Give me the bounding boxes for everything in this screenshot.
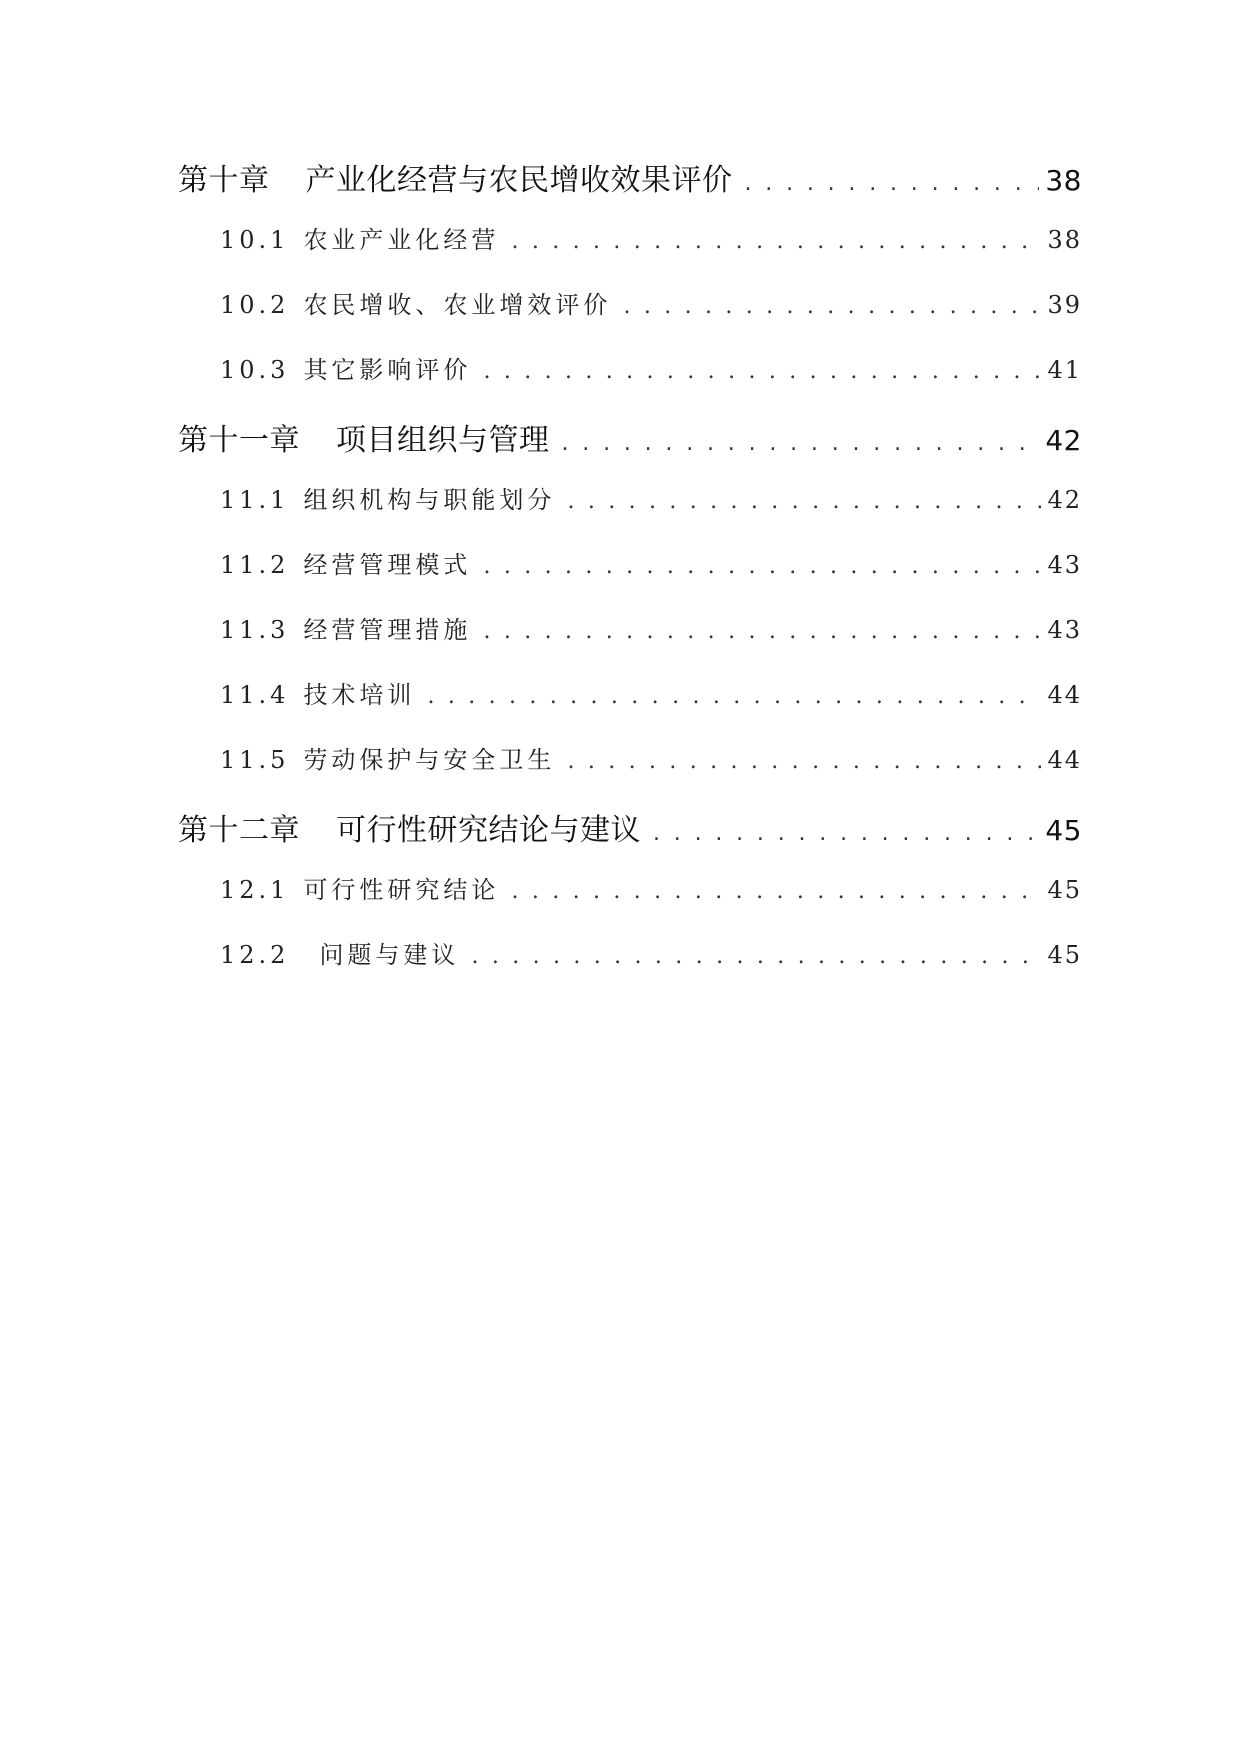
toc-entry-page: 38 (1047, 226, 1082, 254)
toc-entry-title: 组织机构与职能划分 (303, 486, 556, 514)
toc-entry-section-11-2[interactable] (220, 545, 1082, 580)
dot-leader (483, 619, 1041, 644)
dot-leader (483, 554, 1041, 579)
dot-leader (511, 879, 1041, 904)
toc-entry-page: 42 (1047, 486, 1082, 514)
toc-entry-number: 12.1 (220, 876, 290, 904)
dot-leader (567, 749, 1041, 774)
toc-entry-number: 10.1 (220, 226, 290, 254)
toc-entry-section-12-1[interactable] (220, 870, 1082, 905)
toc-entry-chapter-10[interactable] (178, 155, 1082, 199)
toc-entry-title: 可行性研究结论 (303, 876, 500, 904)
toc-entry-page: 45 (1047, 941, 1082, 969)
dot-leader (471, 944, 1041, 969)
toc-entry-number: 第十二章 (178, 813, 300, 848)
dot-leader (511, 229, 1041, 254)
toc-entry-page: 45 (1047, 876, 1082, 904)
toc-entry-section-12-2[interactable] (220, 935, 1082, 970)
toc-entry-title: 其它影响评价 (303, 356, 472, 384)
toc-entry-page: 41 (1047, 356, 1082, 384)
toc-entry-number: 10.2 (220, 291, 290, 319)
toc-entry-page: 38 (1045, 164, 1082, 197)
toc-entry-title: 产业化经营与农民增收效果评价 (305, 163, 733, 198)
toc-entry-number: 11.5 (220, 746, 290, 774)
dot-leader (427, 684, 1041, 709)
toc-entry-page: 45 (1045, 814, 1082, 847)
toc-entry-chapter-12[interactable] (178, 805, 1082, 849)
toc-entry-title: 劳动保护与安全卫生 (303, 746, 556, 774)
toc-entry-title: 经营管理模式 (303, 551, 472, 579)
toc-entry-number: 12.2 (220, 941, 290, 969)
toc-entry-page: 43 (1047, 616, 1082, 644)
toc-entry-title: 经营管理措施 (303, 616, 472, 644)
dot-leader (483, 359, 1041, 384)
dot-leader (745, 171, 1040, 196)
toc-entry-section-10-3[interactable] (220, 350, 1082, 385)
toc-entry-title: 项目组织与管理 (336, 423, 550, 458)
toc-entry-chapter-11[interactable] (178, 415, 1082, 459)
toc-entry-number: 11.2 (220, 551, 290, 579)
toc-entry-page: 44 (1047, 746, 1082, 774)
toc-entry-section-10-1[interactable] (220, 220, 1082, 255)
toc-entry-section-11-5[interactable] (220, 740, 1082, 775)
dot-leader (562, 431, 1040, 456)
toc-entry-number: 第十章 (178, 163, 270, 198)
toc-entry-page: 44 (1047, 681, 1082, 709)
toc-entry-title: 可行性研究结论与建议 (336, 813, 641, 848)
toc-entry-title: 问题与建议 (319, 941, 460, 969)
toc-entry-page: 43 (1047, 551, 1082, 579)
toc-entry-section-11-4[interactable] (220, 675, 1082, 710)
toc-entry-section-10-2[interactable] (220, 285, 1082, 320)
dot-leader (653, 821, 1039, 846)
toc-entry-section-11-3[interactable] (220, 610, 1082, 645)
toc-entry-title: 技术培训 (303, 681, 416, 709)
toc-entry-page: 39 (1047, 291, 1082, 319)
toc-entry-number: 11.4 (220, 681, 290, 709)
toc-entry-section-11-1[interactable] (220, 480, 1082, 515)
toc-entry-number: 11.3 (220, 616, 290, 644)
toc-entry-page: 42 (1045, 424, 1082, 457)
toc-entry-number: 11.1 (220, 486, 290, 514)
toc-entry-title: 农民增收、农业增效评价 (303, 291, 612, 319)
dot-leader (623, 294, 1041, 319)
toc-entry-number: 第十一章 (178, 423, 300, 458)
toc-entry-number: 10.3 (220, 356, 290, 384)
toc-entry-title: 农业产业化经营 (303, 226, 500, 254)
dot-leader (567, 489, 1041, 514)
